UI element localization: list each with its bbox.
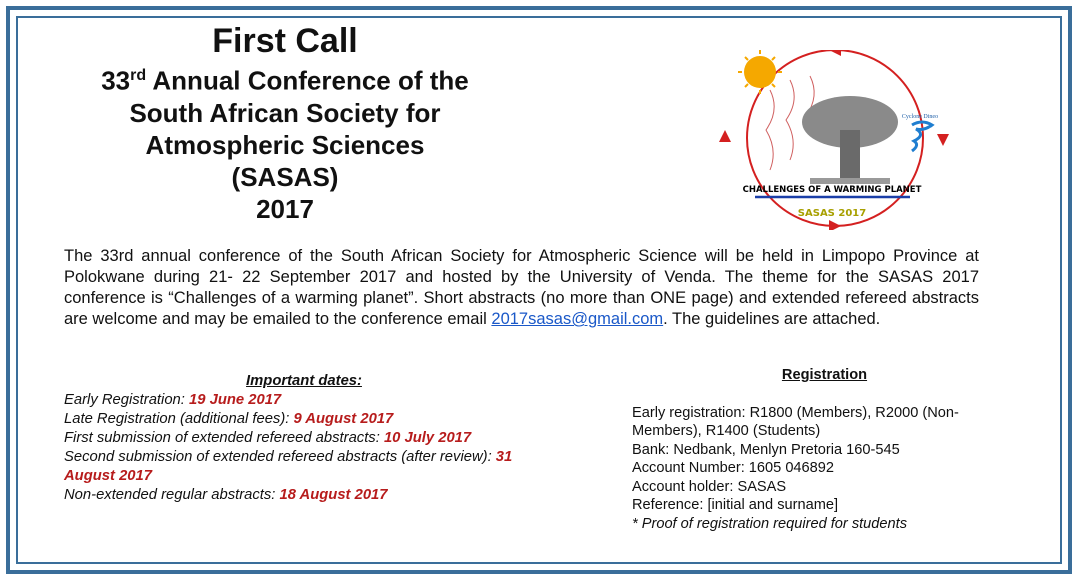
date-label: Non-extended regular abstracts: (64, 487, 280, 503)
date-value: 10 July 2017 (383, 430, 472, 446)
title-line-year: 2017 (256, 193, 314, 224)
ordinal-suffix: rd (130, 67, 147, 84)
registration-reference: Reference: [initial and surname] (632, 497, 839, 513)
date-item (64, 486, 544, 505)
date-value: 18 August 2017 (279, 487, 388, 503)
date-value: 31 August 2017 (64, 449, 513, 484)
date-item (64, 391, 544, 410)
title-block (60, 22, 510, 225)
intro-text-end: . The guidelines are attached. (663, 310, 881, 328)
logo-banner-text: CHALLENGES OF A WARMING PLANET (742, 185, 922, 195)
logo-year-text: SASAS 2017 (797, 208, 867, 219)
registration-section (632, 366, 992, 533)
date-value: 9 August 2017 (293, 411, 394, 427)
registration-fees: Early registration: R1800 (Members), R2000 (Non-Members), R1400 (Students) (632, 404, 959, 439)
date-item (64, 448, 544, 486)
intro-paragraph (64, 246, 979, 330)
date-label: Second submission of extended refereed abstracts (after review): (64, 449, 496, 465)
title-line-society: South African Society for (129, 97, 441, 128)
ring-arrow-left-icon (719, 130, 731, 142)
date-label: First submission of extended refereed abstracts: (64, 430, 384, 446)
date-label: Late Registration (additional fees): (64, 411, 294, 427)
date-item (64, 410, 544, 429)
cyclone-label: Cyclone Dineo (901, 114, 939, 120)
registration-heading: Registration (781, 367, 868, 383)
important-dates-heading: Important dates: (246, 373, 362, 389)
conference-email-link[interactable]: 2017sasas@gmail.com (491, 310, 664, 328)
conference-logo (700, 50, 960, 230)
title-line-acronym: (SASAS) (231, 161, 339, 192)
first-call-heading: First Call (212, 22, 358, 60)
ordinal-number: 33 (101, 65, 131, 96)
baobab-tree-icon (802, 96, 898, 184)
title-line-sciences: Atmospheric Sciences (145, 129, 425, 160)
date-item (64, 429, 544, 448)
intro-text: The 33rd annual conference of the South African Society for Atmospheric Science will be held in Limpopo Province at Polokwane during 21- 22 September 2017 and hosted by the University of Venda. The theme for the SASAS 2017 conference is “Challenges of a warming planet”. Short abstracts (no more than ONE page) and extended refereed abstracts are welcome and may be emailed to the conference email (64, 247, 979, 328)
date-label: Early Registration: (64, 392, 190, 408)
sun-icon (738, 50, 782, 94)
registration-account-holder: Account holder: SASAS (632, 478, 787, 495)
date-value: 19 June 2017 (189, 392, 282, 408)
ring-arrow-right-icon (937, 134, 949, 146)
registration-account-number: Account Number: 1605 046892 (632, 460, 835, 476)
title-line-rest: Annual Conference of the (146, 65, 469, 96)
important-dates-section (64, 372, 544, 505)
title-line-conference (60, 60, 510, 97)
registration-note: * Proof of registration required for students (632, 515, 907, 532)
registration-bank: Bank: Nedbank, Menlyn Pretoria 160-545 (632, 441, 900, 458)
